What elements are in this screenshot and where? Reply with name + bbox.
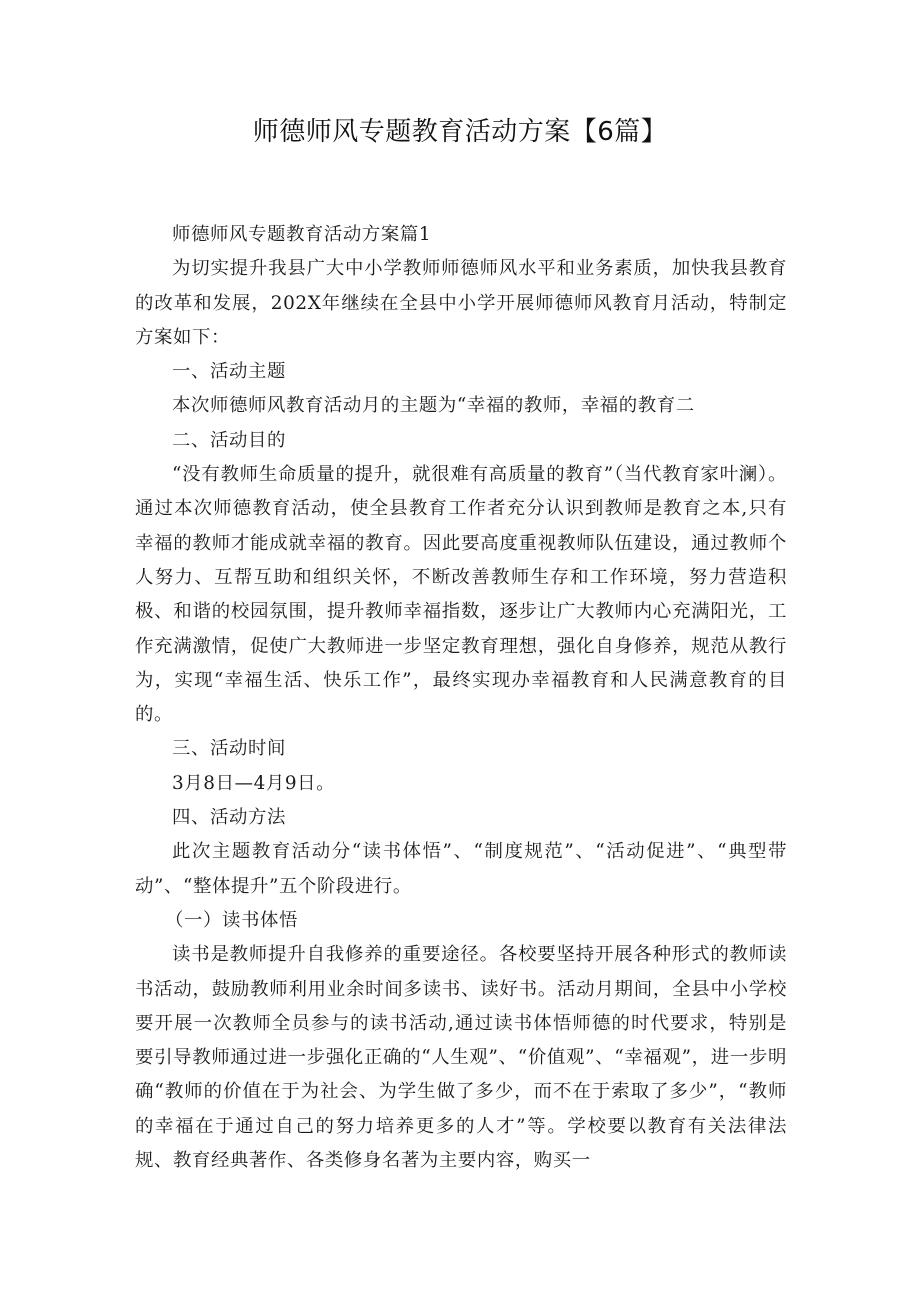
paragraph: 为切实提升我县广大中小学教师师德师风水平和业务素质，加快我县教育的改革和发展，202X年继续在全县中小学开展师德师风教育月活动，特制定方案如下： [135, 258, 787, 348]
paragraph: 本次师德师风教育活动月的主题为“幸福的教师，幸福的教育二 [172, 395, 695, 417]
section-heading: 四、活动方法 [172, 807, 286, 829]
document-title: 师德师风专题教育活动方案【6篇】 [252, 117, 668, 147]
paragraph: “没有教师生命质量的提升，就很难有高质量的教育”（当代教育家叶澜）。通过本次师德教育活动，使全县教育工作者充分认识到教师是教育之本,只有幸福的教师才能成就幸福的教育。因此要高度重视教师队伍建设，通过教师个人努力、互帮互助和组织关怀，不断改善教师生存和工作环境，努力营造积极、和谐的校园氛围，提升教师幸福指数，逐步让广大教师内心充满阳光，工作充满激情，促使广大教师进一步坚定教育理想，强化自身修养，规范从教行为，实现“幸福生活、快乐工作”，最终实现办幸福教育和人民满意教育的目的。 [135, 464, 787, 726]
paragraph: 3月8日—4月9日。 [172, 772, 336, 794]
section-heading: 一、活动主题 [172, 361, 286, 383]
subsection-heading: （一）读书体悟 [165, 909, 298, 931]
section-heading: 师德师风专题教育活动方案篇1 [172, 224, 432, 245]
paragraph: 读书是教师提升自我修养的重要途径。各校要坚持开展各种形式的教师读书活动，鼓励教师利用业余时间多读书、读好书。活动月期间，全县中小学校要开展一次教师全员参与的读书活动,通过读书体悟师德的时代要求，特别是要引导教师通过进一步强化正确的“人生观”、“价值观”、“幸福观”，进一步明确“教师的价值在于为社会、为学生做了多少，而不在于索取了多少”，“教师的幸福在于通过自己的努力培养更多的人才”等。学校要以教育有关法律法规、教育经典著作、各类修身名著为主要内容，购买一 [135, 944, 787, 1172]
section-heading: 二、活动目的 [172, 429, 286, 451]
document-body [135, 218, 787, 1178]
paragraph: 此次主题教育活动分“读书体悟”、“制度规范”、“活动促进”、“典型带动”、“整体提升”五个阶段进行。 [135, 841, 787, 897]
section-heading: 三、活动时间 [172, 738, 286, 760]
